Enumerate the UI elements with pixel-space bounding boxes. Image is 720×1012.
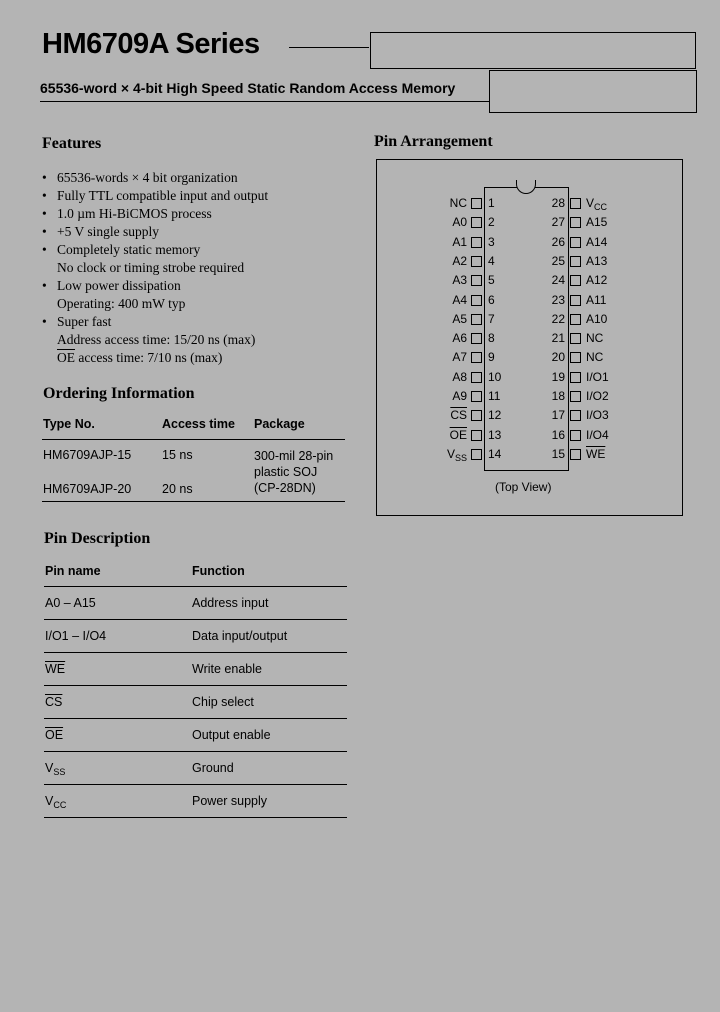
table-row: [44, 752, 347, 785]
feature-bullet: •: [42, 188, 47, 203]
pin-label-text: A5: [452, 311, 467, 326]
pin-square: [570, 430, 581, 441]
function-header: Function: [192, 564, 245, 578]
feature-item: [42, 313, 362, 331]
pin-number: 22: [551, 311, 565, 326]
feature-text: 1.0 µm Hi-BiCMOS process: [57, 206, 212, 221]
pin-label: [427, 273, 467, 287]
pin-square: [570, 295, 581, 306]
pin-label-text: $\overline{CS}$: [450, 408, 467, 423]
feature-bullet: •: [42, 224, 47, 239]
pin-label-text: A9: [452, 389, 467, 403]
pin-number: 23: [551, 292, 565, 307]
feature-text: +5 V single supply: [57, 224, 160, 239]
pin-label: [586, 273, 607, 287]
pin-square: [471, 217, 482, 228]
ordering-table: [42, 414, 345, 502]
pin-square: [471, 256, 482, 267]
pin-name: [45, 761, 65, 777]
feature-item: [42, 205, 362, 223]
feature-bullet: •: [42, 170, 47, 185]
pin-label-text: A1: [452, 234, 467, 249]
pin-number: 9: [488, 350, 495, 365]
pin-number: 16: [551, 427, 565, 442]
pin-label: [427, 196, 467, 210]
pin-number: 24: [551, 273, 565, 288]
feature-text: Fully TTL compatible input and output: [57, 188, 269, 203]
ordering-row-type: HM6709AJP-15: [43, 448, 132, 462]
pin-square: [570, 352, 581, 363]
pin-label-sub: SS: [454, 452, 467, 463]
package-line: 300-mil 28-pin: [254, 449, 334, 463]
table-row: [44, 785, 347, 818]
pin-label: [427, 331, 467, 345]
pin-number: 10: [488, 369, 502, 384]
pin-number: 11: [488, 389, 501, 403]
feature-item: [42, 241, 362, 259]
pin-function: Ground: [192, 761, 234, 775]
pin-number: 1: [488, 196, 495, 210]
pin-arrangement-heading: Pin Arrangement: [374, 133, 493, 150]
pin-label: [427, 254, 467, 268]
pin-number: 27: [551, 215, 565, 230]
subtitle: 65536-word × 4-bit High Speed Static Random Access Memory: [40, 80, 456, 96]
title-rule: [289, 47, 369, 48]
pin-square: [471, 275, 482, 286]
pin-description-header: [44, 556, 347, 587]
pin-square: [570, 217, 581, 228]
feature-item: [42, 223, 362, 241]
feature-item: [42, 331, 362, 349]
pin-number: 25: [551, 253, 565, 268]
pin-name-text: I/O1 – I/O4: [45, 629, 107, 643]
feature-bullet: •: [42, 314, 47, 329]
pin-label: [586, 215, 607, 229]
feature-text: Operating: 400 mW typ: [57, 296, 186, 311]
pin-description-table: [44, 556, 347, 818]
pin-number: 18: [551, 389, 565, 403]
header-box-bottom: [489, 70, 697, 113]
pin-number: 4: [488, 253, 495, 268]
pin-function: Output enable: [192, 728, 271, 742]
ordering-header-type: Type No.: [43, 417, 95, 431]
pin-label: [427, 235, 467, 249]
pin-name: [45, 596, 96, 610]
ordering-header-time: Access time: [162, 417, 235, 431]
pin-label: [586, 312, 607, 326]
pin-name-text: $\overline{CS}$: [45, 695, 63, 709]
pin-label-text: A14: [586, 234, 608, 249]
pin-square: [471, 372, 482, 383]
pin-name: [45, 695, 62, 709]
pin-number: 13: [488, 427, 502, 442]
ordering-header-package: Package: [254, 417, 305, 431]
pin-label: [427, 447, 467, 463]
feature-text: access time: 7/10 ns (max): [78, 350, 223, 365]
pin-square: [471, 237, 482, 248]
pin-label-text: A13: [586, 253, 608, 268]
table-row: [44, 719, 347, 752]
pin-label: [586, 331, 603, 345]
table-row: [44, 686, 347, 719]
package-line: (CP-28DN): [254, 481, 316, 495]
feature-item: [42, 277, 362, 295]
pin-name: [45, 629, 106, 643]
pin-square: [570, 333, 581, 344]
table-row: [44, 587, 347, 620]
pin-square: [570, 237, 581, 248]
pin-name-header: Pin name: [45, 564, 101, 578]
feature-item: [42, 187, 362, 205]
pin-label-text: NC: [449, 196, 467, 210]
pin-square: [570, 314, 581, 325]
pin-square: [471, 430, 482, 441]
ordering-row-type: HM6709AJP-20: [43, 482, 132, 496]
pin-label-text: A12: [586, 273, 608, 288]
feature-bullet: •: [42, 206, 47, 221]
pin-label: [427, 215, 467, 229]
pin-square: [570, 372, 581, 383]
pin-name: [45, 728, 63, 742]
pin-label: [586, 370, 609, 384]
pin-name-sub: CC: [53, 800, 67, 810]
pin-label: [427, 350, 467, 364]
pin-square: [570, 198, 581, 209]
ordering-row-time: 20 ns: [162, 482, 193, 496]
pin-number: 7: [488, 311, 495, 326]
feature-item: [42, 349, 362, 367]
pin-function: Data input/output: [192, 629, 288, 643]
pin-number: 17: [551, 408, 565, 423]
pin-label-text: I/O4: [586, 427, 609, 442]
pin-label-text: I/O1: [586, 369, 609, 384]
pin-label-text: V: [446, 446, 455, 461]
pin-number: 6: [488, 292, 495, 307]
pin-label: [586, 235, 607, 249]
pin-square: [471, 314, 482, 325]
pin-number: 21: [551, 331, 565, 346]
pin-number: 14: [488, 446, 502, 461]
pin-label: [586, 428, 609, 442]
pin-square: [471, 391, 482, 402]
pin-label-text: I/O3: [586, 408, 609, 423]
feature-prefix: $\overline{OE}$: [57, 350, 75, 365]
pin-square: [471, 352, 482, 363]
page-title: HM6709A Series: [42, 28, 260, 60]
pin-label-text: NC: [586, 331, 604, 346]
pin-label-text: $\overline{OE}$: [449, 427, 467, 442]
pin-label-text: A3: [452, 273, 467, 288]
feature-text: Super fast: [57, 314, 112, 329]
pin-number: 28: [551, 196, 565, 210]
pin-function: Address input: [192, 596, 269, 610]
pin-square: [471, 333, 482, 344]
pin-square: [570, 449, 581, 460]
pin-label: [427, 370, 467, 384]
pin-number: 8: [488, 331, 495, 346]
pin-label-text: A15: [586, 215, 608, 230]
feature-item: [42, 259, 362, 277]
ordering-row-time: 15 ns: [162, 448, 193, 462]
feature-text: Low power dissipation: [57, 278, 181, 293]
pin-label: [586, 293, 606, 307]
pin-label-text: A10: [586, 311, 608, 326]
pin-label-text: A11: [586, 292, 607, 307]
pin-label: [586, 350, 603, 364]
pin-number: 26: [551, 234, 565, 249]
feature-bullet: •: [42, 242, 47, 257]
features-list: [42, 169, 362, 367]
pin-description-heading: Pin Description: [44, 530, 151, 547]
pin-name-sub: SS: [53, 767, 66, 777]
pin-label: [586, 254, 607, 268]
pin-label: [427, 408, 467, 422]
pin-square: [570, 391, 581, 402]
pin-label-text: NC: [586, 350, 604, 365]
pin-label-sub: CC: [594, 202, 608, 212]
pin-square: [471, 295, 482, 306]
feature-text: No clock or timing strobe required: [57, 260, 245, 275]
pin-square: [570, 410, 581, 421]
package-line: plastic SOJ: [254, 465, 318, 479]
pin-name-text: V: [45, 794, 54, 808]
pin-number: 3: [488, 234, 495, 249]
pin-label-text: A4: [452, 292, 467, 307]
top-view-caption: (Top View): [495, 480, 552, 494]
pin-square: [570, 275, 581, 286]
pin-label-text: $\overline{WE}$: [586, 446, 606, 461]
pin-function: Chip select: [192, 695, 254, 709]
pin-square: [471, 410, 482, 421]
feature-text: Address access time: 15/20 ns (max): [57, 332, 256, 347]
feature-text: 65536-words × 4 bit organization: [57, 170, 238, 185]
pin-label: [427, 389, 467, 403]
table-row: [44, 653, 347, 686]
ordering-rule-top: [42, 439, 345, 440]
pin-name-text: A0 – A15: [45, 596, 96, 610]
subtitle-rule: [40, 101, 489, 102]
ordering-heading: Ordering Information: [43, 385, 195, 402]
pin-label-text: A2: [452, 253, 467, 268]
pin-number: 2: [488, 215, 495, 230]
pin-number: 19: [551, 369, 565, 384]
pin-label: [427, 428, 467, 442]
feature-item: [42, 295, 362, 313]
pin-label: [586, 196, 607, 212]
pin-square: [471, 449, 482, 460]
pin-function: Write enable: [192, 662, 262, 676]
pin-function: Power supply: [192, 794, 268, 808]
pin-label-text: A8: [452, 369, 467, 384]
pin-name: [45, 794, 66, 810]
pin-number: 15: [551, 446, 565, 461]
features-heading: Features: [42, 135, 102, 152]
pin-name: [45, 662, 65, 676]
feature-text: Completely static memory: [57, 242, 201, 257]
pin-number: 20: [551, 350, 565, 365]
pin-label-text: A7: [452, 350, 467, 365]
ordering-package: [254, 448, 333, 496]
pin-label-text: V: [586, 196, 595, 210]
pin-number: 5: [488, 273, 495, 288]
pin-name-text: V: [45, 761, 54, 775]
pin-name-text: $\overline{OE}$: [45, 728, 64, 742]
ordering-rule-bottom: [42, 501, 345, 502]
pin-label-text: A0: [452, 215, 467, 230]
pin-name-text: $\overline{WE}$: [45, 662, 66, 676]
pin-label: [427, 312, 467, 326]
pin-label: [586, 389, 609, 403]
feature-bullet: •: [42, 278, 47, 293]
pin-label-text: A6: [452, 331, 467, 346]
pin-label: [586, 408, 609, 422]
table-row: [44, 620, 347, 653]
pin-number: 12: [488, 408, 502, 423]
pin-square: [471, 198, 482, 209]
pin-label: [586, 447, 605, 461]
pin-square: [570, 256, 581, 267]
header-box-top: [370, 32, 696, 69]
feature-item: [42, 169, 362, 187]
pin-label-text: I/O2: [586, 389, 609, 403]
pin-label: [427, 293, 467, 307]
